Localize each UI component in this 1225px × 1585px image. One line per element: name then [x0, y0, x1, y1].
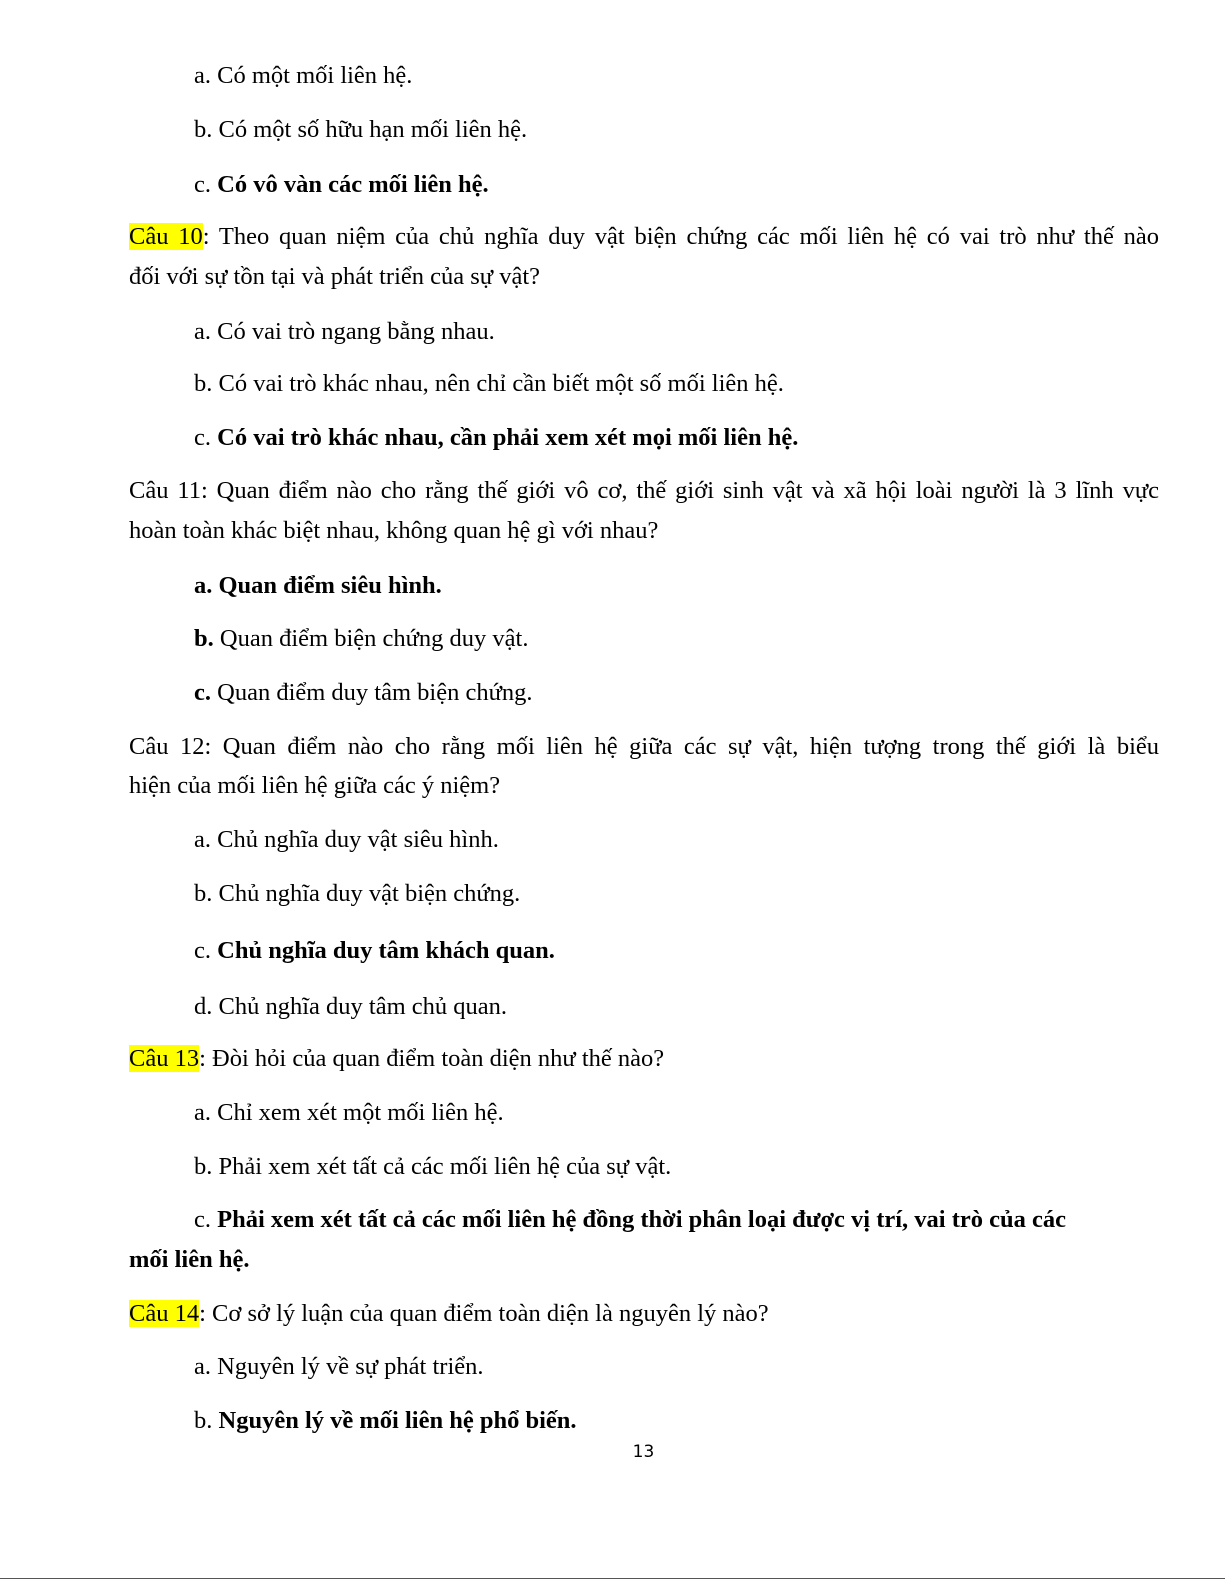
q12-option-a: a. Chủ nghĩa duy vật siêu hình. — [194, 826, 499, 853]
question-11-continued: hoàn toàn khác biệt nhau, không quan hệ gì với nhau? — [129, 517, 659, 544]
question-10-continued: đối với sự tồn tại và phát triển của sự vật? — [129, 263, 540, 290]
question-13: Câu 13: Đòi hỏi của quan điểm toàn diện như thế nào? — [129, 1045, 665, 1072]
page-edge-divider — [0, 1578, 1225, 1579]
q11-option-b: b. Quan điểm biện chứng duy vật. — [194, 625, 529, 652]
q13-option-c-continued: mối liên hệ. — [129, 1246, 250, 1273]
q10-option-b: b. Có vai trò khác nhau, nên chỉ cần biết một số mối liên hệ. — [194, 370, 784, 397]
q11-option-c: c. Quan điểm duy tâm biện chứng. — [194, 679, 533, 706]
question-10-label: Câu 10 — [129, 223, 203, 250]
q14-option-b: b. Nguyên lý về mối liên hệ phổ biến. — [194, 1407, 577, 1434]
question-14-label: Câu 14 — [129, 1300, 200, 1327]
q10-option-c: c. Có vai trò khác nhau, cần phải xem xét mọi mối liên hệ. — [194, 424, 799, 451]
question-10: Câu 10: Theo quan niệm của chủ nghĩa duy vật biện chứng các mối liên hệ có vai trò như thế nào — [129, 223, 1160, 250]
question-12-continued: hiện của mối liên hệ giữa các ý niệm? — [129, 772, 501, 799]
q11-option-a: a. Quan điểm siêu hình. — [194, 572, 442, 599]
q12-option-c: c. Chủ nghĩa duy tâm khách quan. — [194, 937, 555, 964]
question-14: Câu 14: Cơ sở lý luận của quan điểm toàn diện là nguyên lý nào? — [129, 1300, 769, 1327]
page-number: 13 — [632, 1442, 655, 1462]
question-11: Câu 11: Quan điểm nào cho rằng thế giới vô cơ, thế giới sinh vật và xã hội loài người là 3 lĩnh vực — [129, 477, 1159, 504]
question-12: Câu 12: Quan điểm nào cho rằng mối liên hệ giữa các sự vật, hiện tượng trong thế giới là biểu — [129, 733, 1159, 760]
q13-option-b: b. Phải xem xét tất cả các mối liên hệ của sự vật. — [194, 1153, 672, 1180]
q10-option-a: a. Có vai trò ngang bằng nhau. — [194, 318, 495, 345]
q13-option-a: a. Chỉ xem xét một mối liên hệ. — [194, 1099, 504, 1126]
q14-option-a: a. Nguyên lý về sự phát triển. — [194, 1353, 484, 1380]
q9-option-b: b. Có một số hữu hạn mối liên hệ. — [194, 116, 528, 143]
q9-option-c: c. Có vô vàn các mối liên hệ. — [194, 171, 489, 198]
question-13-label: Câu 13 — [129, 1045, 200, 1072]
q12-option-d: d. Chủ nghĩa duy tâm chủ quan. — [194, 993, 508, 1020]
q12-option-b: b. Chủ nghĩa duy vật biện chứng. — [194, 880, 521, 907]
q9-option-a: a. Có một mối liên hệ. — [194, 62, 413, 89]
q13-option-c: c. Phải xem xét tất cả các mối liên hệ đồng thời phân loại được vị trí, vai trò của các — [194, 1206, 1067, 1233]
